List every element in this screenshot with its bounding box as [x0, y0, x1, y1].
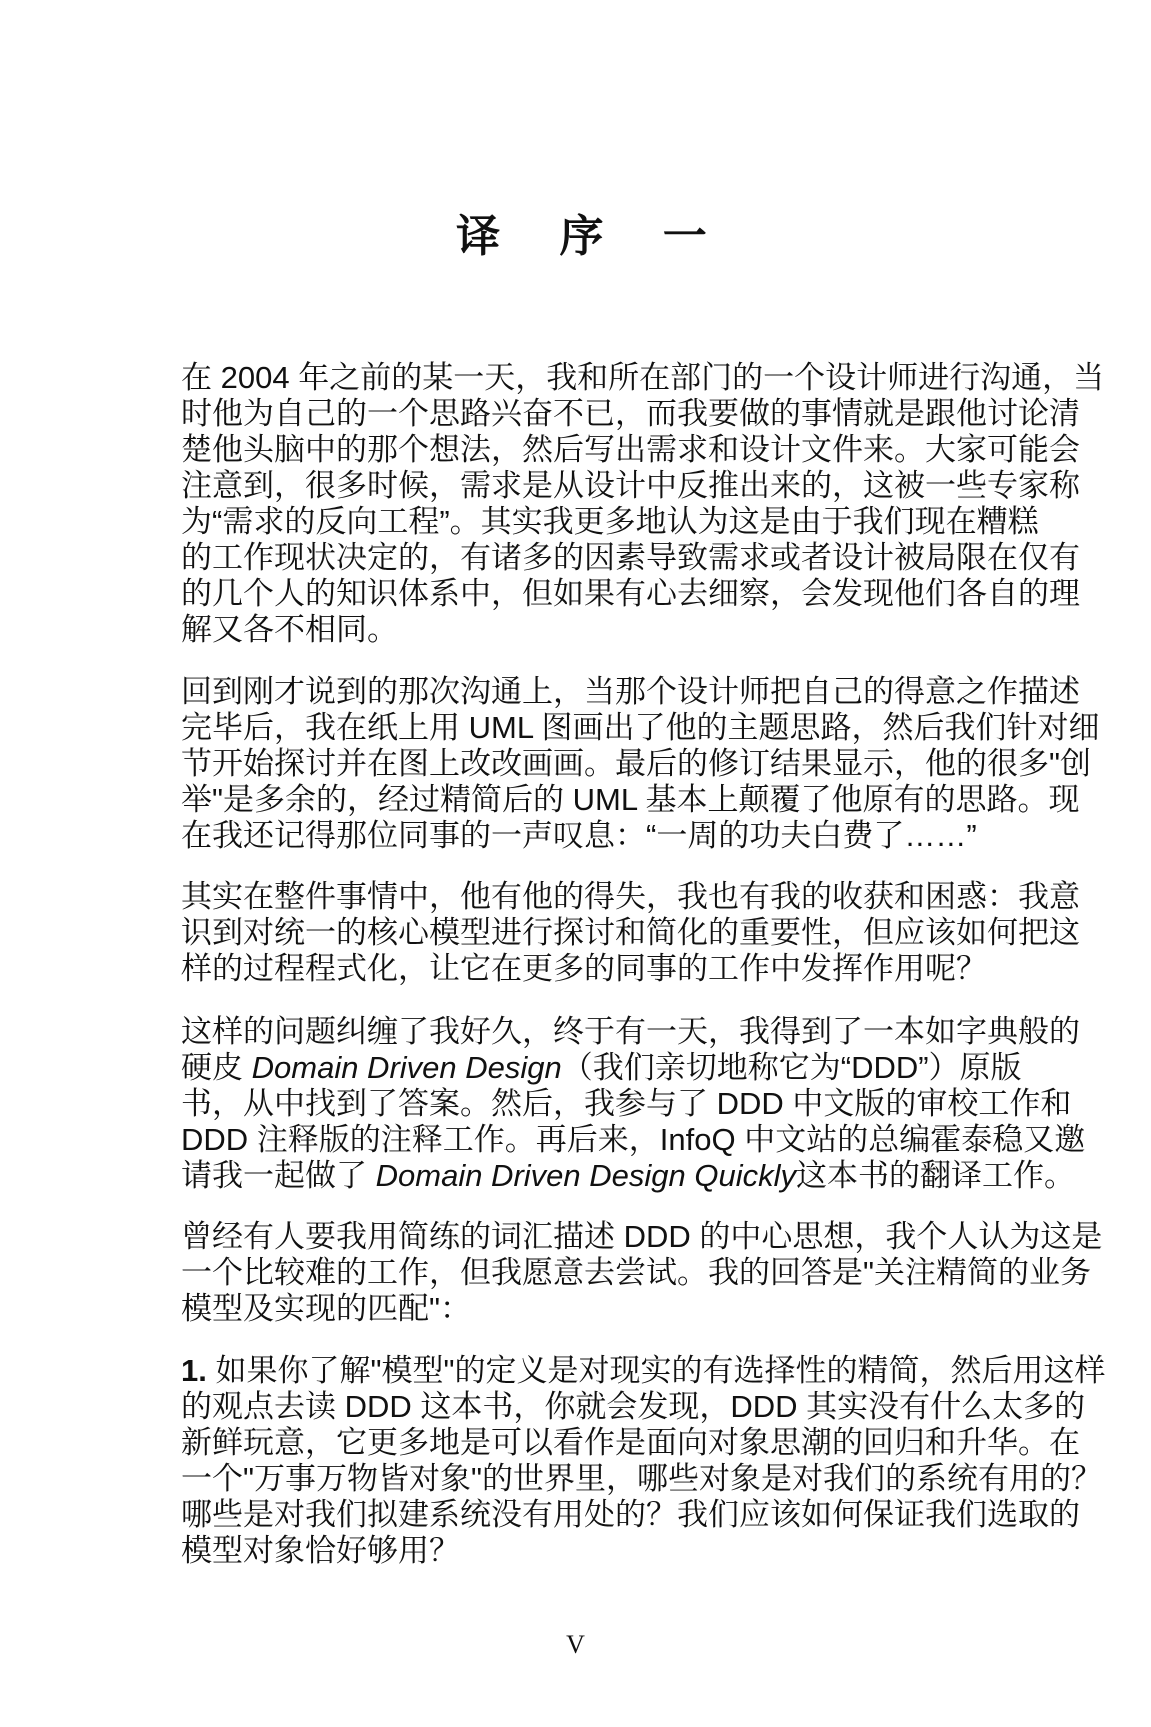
text-line: 一个"万事万物皆对象"的世界里，哪些对象是对我们的系统有用的？ [181, 1461, 1103, 1496]
text-line: 回到刚才说到的那次沟通上，当那个设计师把自己的得意之作描述 [181, 674, 1080, 709]
text-line: DDD 注释版的注释工作。再后来，InfoQ 中文站的总编霍泰稳又邀 [181, 1122, 1086, 1157]
text-line: 在我还记得那位同事的一声叹息：“一周的功夫白费了……” [181, 818, 977, 853]
text-line: 一个比较难的工作，但我愿意去尝试。我的回答是"关注精简的业务 [181, 1255, 1092, 1290]
list-number: 1. [181, 1353, 207, 1388]
paragraph [181, 1353, 1106, 1569]
italic-title: Domain Driven Design Quickly [375, 1158, 796, 1193]
text-run: 这本书的翻译工作。 [796, 1158, 1075, 1193]
text-line: 在 2004 年之前的某一天，我和所在部门的一个设计师进行沟通，当 [181, 360, 1105, 395]
paragraph [181, 360, 1105, 648]
text-line: 的几个人的知识体系中，但如果有心去细察，会发现他们各自的理 [181, 576, 1080, 611]
text-line: 书，从中找到了答案。然后，我参与了 DDD 中文版的审校工作和 [181, 1086, 1072, 1121]
text-line: 为“需求的反向工程”。其实我更多地认为这是由于我们现在糟糕 [181, 504, 1039, 539]
text-line [181, 1050, 1022, 1086]
paragraph [181, 1219, 1103, 1327]
text-run: 请我一起做了 [181, 1158, 376, 1193]
text-line: 这样的问题纠缠了我好久，终于有一天，我得到了一本如字典般的 [181, 1014, 1080, 1049]
text-line: 曾经有人要我用简练的词汇描述 DDD 的中心思想，我个人认为这是 [181, 1219, 1103, 1254]
text-line: 举"是多余的，经过精简后的 UML 基本上颠覆了他原有的思路。现 [181, 782, 1080, 817]
text-line: 节开始探讨并在图上改改画画。最后的修订结果显示，他的很多"创 [181, 746, 1092, 781]
text-line: 的观点去读 DDD 这本书，你就会发现，DDD 其实没有什么太多的 [181, 1389, 1086, 1424]
text-line: 哪些是对我们拟建系统没有用处的？我们应该如何保证我们选取的 [181, 1497, 1080, 1532]
paragraph [181, 674, 1100, 854]
text-line: 其实在整件事情中，他有他的得失，我也有我的收获和困惑：我意 [181, 879, 1080, 914]
text-run: （我们亲切地称它为“DDD”）原版 [561, 1050, 1022, 1085]
paragraph [181, 1014, 1086, 1194]
text-line: 注意到，很多时候，需求是从设计中反推出来的，这被一些专家称 [181, 468, 1080, 503]
text-line: 的工作现状决定的，有诸多的因素导致需求或者设计被局限在仅有 [181, 540, 1080, 575]
page-title: 译 序 一 [456, 211, 729, 262]
italic-title: Domain Driven Design [251, 1050, 562, 1085]
text-line: 楚他头脑中的那个想法，然后写出需求和设计文件来。大家可能会 [181, 432, 1080, 467]
paragraph [181, 879, 1080, 987]
text-run: 如果你了解"模型"的定义是对现实的有选择性的精简，然后用这样 [206, 1353, 1106, 1388]
text-run: 硬皮 [181, 1050, 252, 1085]
text-line [181, 1158, 1075, 1194]
text-line: 解又各不相同。 [181, 612, 398, 647]
text-line: 新鲜玩意，它更多地是可以看作是面向对象思潮的回归和升华。在 [181, 1425, 1080, 1460]
text-line [181, 1353, 1106, 1389]
text-line: 样的过程程式化，让它在更多的同事的工作中发挥作用呢？ [181, 951, 987, 986]
text-line: 模型及实现的匹配"： [181, 1291, 472, 1326]
text-line: 完毕后，我在纸上用 UML 图画出了他的主题思路，然后我们针对细 [181, 710, 1100, 745]
text-line: 识到对统一的核心模型进行探讨和简化的重要性，但应该如何把这 [181, 915, 1080, 950]
text-line: 模型对象恰好够用？ [181, 1533, 460, 1568]
page-number: V [566, 1630, 585, 1659]
text-line: 时他为自己的一个思路兴奋不已，而我要做的事情就是跟他讨论清 [181, 396, 1080, 431]
